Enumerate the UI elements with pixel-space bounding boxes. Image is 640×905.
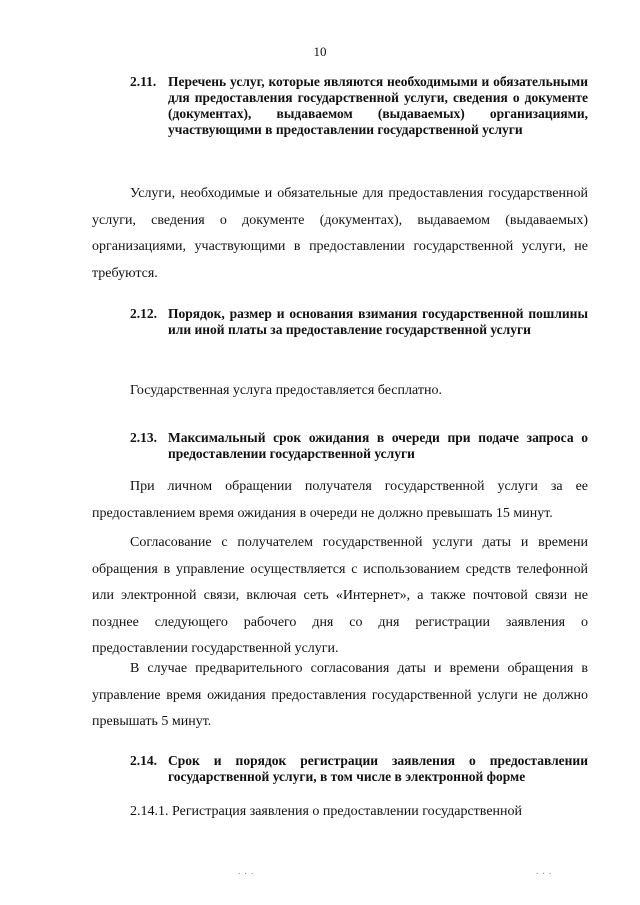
scan-mark: . . . [536, 866, 553, 876]
paragraph: Государственная услуга предоставляется бесплатно. [130, 383, 442, 398]
paragraph: При личном обращении получателя государственной услуги за ее предоставлением время ожидания в очереди не должно превышать 15 минут. [92, 479, 588, 521]
section-title: Перечень услуг, которые являются необходимыми и обязательными для предоставления государственной услуги, сведения о документе (документах), выдаваемом (выдаваемых) организациями, участвующими в предоставлении государственной услуги [168, 74, 588, 137]
paragraph: Услуги, необходимые и обязательные для предоставления государственной услуги, сведения о документе (документах), выдаваемом (выдаваемых) организациями, участвующими в предоставлении государственной услуги, не требуются. [92, 186, 588, 281]
paragraph: В случае предварительного согласования даты и времени обращения в управление время ожидания предоставления государственной услуги не должно превышать 5 минут. [92, 661, 588, 729]
section-heading-2-13 [130, 430, 588, 462]
section-number: 2.14. [130, 753, 157, 768]
paragraph: Согласование с получателем государственной услуги даты и времени обращения в управление осуществляется с использованием средств телефонной или электронной связи, включая сеть «Интернет», а также почтовой связи не позднее следующего рабочего дня со дня регистрации заявления о предоставлении государственной услуги. [92, 535, 588, 656]
section-number: 2.13. [130, 430, 157, 445]
paragraph: 2.14.1. Регистрация заявления о предоставлении государственной [130, 804, 523, 819]
section-title: Максимальный срок ожидания в очереди при подаче запроса о предоставлении государственной услуги [168, 430, 588, 461]
page-number: 10 [313, 44, 327, 59]
section-heading-2-12 [130, 306, 588, 338]
section-heading-2-11 [130, 74, 588, 138]
section-title: Срок и порядок регистрации заявления о предоставлении государственной услуги, в том числе в электронной форме [168, 753, 588, 784]
section-number: 2.11. [130, 74, 157, 89]
scan-mark: . . . [238, 866, 255, 876]
section-heading-2-14 [130, 753, 588, 785]
section-number: 2.12. [130, 306, 157, 321]
section-title: Порядок, размер и основания взимания государственной пошлины или иной платы за предоставление государственной услуги [168, 306, 588, 337]
